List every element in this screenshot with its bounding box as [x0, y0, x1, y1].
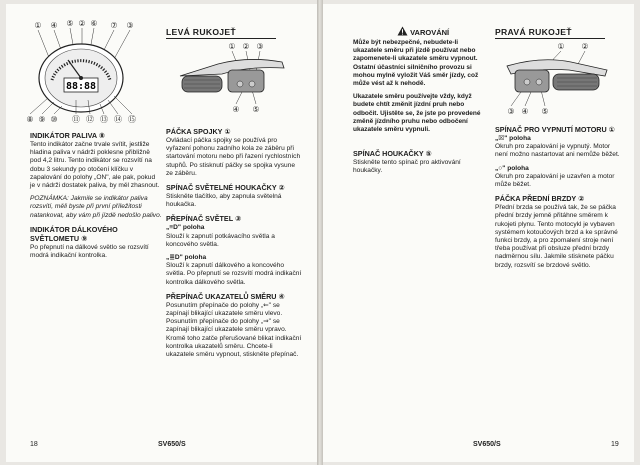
left-page-number: 18	[30, 441, 38, 448]
left-handle-label-3: ③	[256, 42, 264, 51]
engine-stop-pos1-label: „☒" poloha	[495, 135, 531, 142]
right-column-1	[353, 146, 489, 180]
left-handle-label-4: ④	[232, 105, 240, 114]
clutch-lever-heading: PÁČKA SPOJKY ①	[166, 127, 231, 136]
cluster-label-10: ⑩	[50, 115, 58, 124]
right-page	[323, 4, 634, 462]
cluster-label-1: ①	[34, 21, 42, 30]
passing-light-heading: SPÍNAČ SVĚTELNÉ HOUKAČKY ②	[166, 183, 285, 193]
cluster-label-2: ②	[78, 19, 86, 28]
dimmer-pos1-text: Slouží k zapnutí potkávacího světla a koncového světla.	[166, 232, 275, 248]
passing-light-text: Stiskněte tlačítko, aby zapnula světelná houkačka.	[166, 193, 282, 209]
front-brake-heading: PÁČKA PŘEDNÍ BRZDY ②	[495, 194, 585, 204]
engine-stop-pos2-label: „○" poloha	[495, 164, 529, 172]
left-column-2	[166, 124, 302, 364]
warning-text-2: Ukazatele směru používejte vždy, když budete chtít změnit jízdní pruh nebo odbočit. Ujistěte se, že jste po provedené změně jízdního pruhu nebo odbočení ukazatele směru vypnuli.	[353, 93, 481, 134]
left-handle-label-1: ①	[228, 42, 236, 51]
cluster-label-5: ⑤	[66, 19, 74, 28]
dimmer-switch-heading: PŘEPÍNAČ SVĚTEL ③	[166, 214, 242, 224]
cluster-label-14: ⑭	[114, 115, 122, 124]
right-page-header: PRAVÁ RUKOJEŤ	[495, 27, 572, 37]
warning-title: VAROVÁNÍ	[410, 28, 450, 37]
cluster-label-11: ⑪	[72, 115, 80, 124]
left-footer: SV650/S	[158, 441, 186, 448]
horn-switch-heading: SPÍNAČ HOUKAČKY ⑤	[353, 149, 432, 158]
fuel-indicator-note: POZNÁMKA: Jakmile se indikátor paliva rozsvítí, měli byste při první příležitosti natankovat, aby vám při jízdě nedošlo palivo.	[30, 195, 162, 219]
cluster-label-4: ④	[50, 21, 58, 30]
dimmer-pos2-text: Slouží k zapnutí dálkového a koncového světla. Po přepnutí se rozsvítí modrá indikační kontrolka dálkového světla.	[166, 262, 302, 286]
right-handle-label-4: ④	[521, 107, 529, 116]
right-handlebar-illustration	[501, 40, 611, 120]
right-page-number: 19	[611, 441, 619, 448]
cluster-label-9: ⑨	[38, 115, 46, 124]
horn-switch-text: Stiskněte tento spínač pro aktivování houkačky.	[353, 159, 461, 175]
right-column-2	[495, 122, 623, 275]
left-header-rule	[166, 38, 276, 39]
turn-signal-text: Posunutím přepínače do polohy „⇐" se zapínají blikající ukazatele směru vlevo. Posunutím přepínače do polohy „⇒" se zapínají blikající ukazatele směru vpravo. Kromě toho zatče přerušované blikat indikační kontrolka ukazatelů směru. Chcete-li ukazatele směru vypnout, stiskněte přepínač.	[166, 301, 302, 359]
high-beam-indicator-heading: INDIKÁTOR DÁLKOVÉHO SVĚTLOMETU ⑨	[30, 224, 118, 243]
dimmer-pos1-label: „≡D" poloha	[166, 224, 205, 232]
instrument-cluster-illustration	[24, 18, 144, 126]
high-beam-indicator-text: Po přepnutí na dálkové světlo se rozsvítí modrá indikační kontrolka.	[30, 243, 149, 260]
left-column-1	[30, 128, 162, 265]
cluster-label-6: ⑥	[90, 19, 98, 28]
right-header-rule	[495, 38, 605, 39]
warning-text-1: Může být nebezpečné, nebudete-li ukazatele směru při jízdě používat nebo zapomenete-li ukazatele směru vypnout. Ostatní účastníci silničního provozu si mohou mylně vyložit Váš směr jízdy, což může vést až k nehodě.	[353, 39, 479, 88]
warning-title-row	[397, 26, 449, 37]
engine-stop-pos2-text: Okruh pro zapalování je uzavřen a motor může běžet.	[495, 172, 615, 189]
cluster-label-13: ⑬	[100, 115, 108, 124]
right-handle-label-5: ⑤	[541, 107, 549, 116]
cluster-label-12: ⑫	[86, 115, 94, 124]
warning-triangle-icon	[397, 26, 408, 36]
engine-stop-pos1-text: Okruh pro zapalování je vypnutý. Motor není možno nastartovat ani nemůže běžet.	[495, 143, 620, 159]
clutch-lever-text: Ovládací páčka spojky se používá pro vyřazení pohonu zadního kola ze záběru při startování motoru nebo při řazení rychlostních stupňů. Po stisknutí páčky se spojka vysune ze záběru.	[166, 137, 301, 177]
left-handlebar-illustration	[178, 40, 288, 118]
cluster-label-3: ③	[126, 21, 134, 30]
right-handle-label-3: ③	[507, 107, 515, 116]
cluster-label-15: ⑮	[128, 115, 136, 124]
turn-signal-heading: PŘEPÍNAČ UKAZATELŮ SMĚRU ④	[166, 291, 285, 301]
front-brake-text: Přední brzda se používá tak, že se páčka přední brzdy jemně přitáhne směrem k rukojeti plynu. Tento motocykl je vybaven systémem kotoučových brzd a ke správné funkci brzdy, a pro zpomalení stroje není třeba používat při obsluze přední brzdy nadměrnou sílu. Jakmile stisknete páčku brzdy, rozsvítí se brzdové světlo.	[495, 204, 618, 269]
left-handle-label-5: ⑤	[252, 105, 260, 114]
right-handle-label-1: ①	[557, 42, 565, 51]
cluster-label-7: ⑦	[110, 21, 118, 30]
fuel-indicator-heading: INDIKÁTOR PALIVA ⑧	[30, 131, 105, 140]
right-footer: SV650/S	[473, 441, 501, 448]
left-handle-label-2: ②	[242, 42, 250, 51]
left-page	[6, 4, 317, 462]
cluster-label-8: ⑧	[26, 115, 34, 124]
dimmer-pos2-label: „≣D" poloha	[166, 254, 207, 262]
left-page-header: LEVÁ RUKOJEŤ	[166, 27, 236, 37]
right-handle-label-2: ②	[581, 42, 589, 51]
warning-block	[353, 39, 489, 139]
fuel-indicator-text: Tento indikátor začne trvale svítit, jestliže hladina paliva v nádrži poklesne přibližně pod 4,2 litru. Tento indikátor se rozsvítí na dobu 3 sekundy po otočení klíčku v zapalování do polohy „ON", ale pak, pokud je v nádrži dostatek paliva, by měl zhasnout.	[30, 141, 160, 190]
cluster-display: 88:88	[65, 81, 97, 92]
engine-stop-heading: SPÍNAČ PRO VYPNUTÍ MOTORU ①	[495, 125, 615, 134]
